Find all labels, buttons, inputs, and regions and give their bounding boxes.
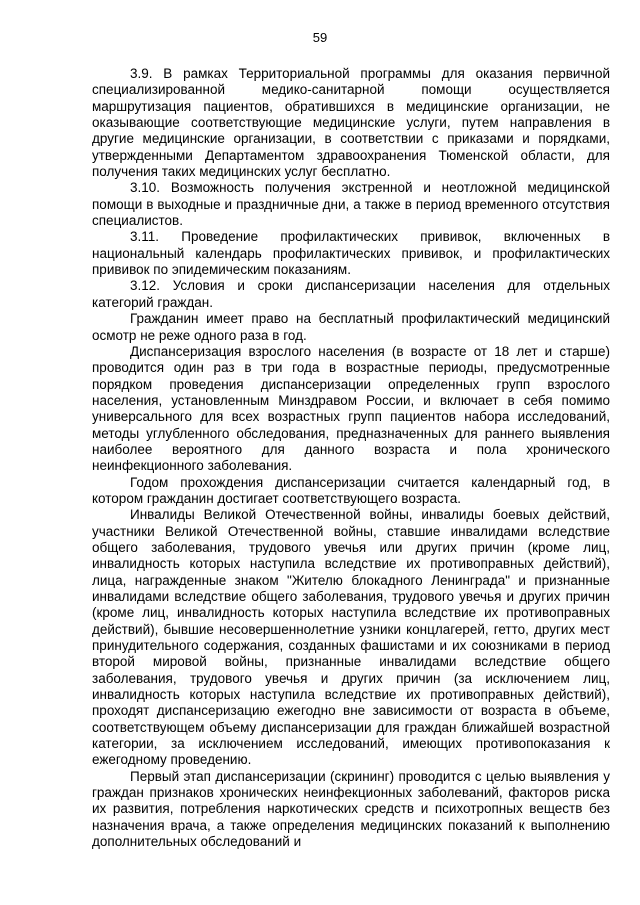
paragraph-first-stage-screening: Первый этап диспансеризации (скрининг) проводится с целью выявления у граждан признаков хронических неинфекционных заболеваний, факторов риска их развития, потребления наркотических средств и психотропных веществ без назначения врача, а также определения медицинских показаний к выполнению дополнительных обследований и (92, 768, 610, 850)
paragraph-3-10: 3.10. Возможность получения экстренной и неотложной медицинской помощи в выходные и праздничные дни, а также в период временного отсутствия специалистов. (92, 180, 610, 229)
paragraph-preventive-exam: Гражданин имеет право на бесплатный профилактический медицинский осмотр не реже одного раза в год. (92, 311, 610, 343)
paragraph-adult-dispensarization: Диспансеризация взрослого населения (в возрасте от 18 лет и старше) проводится один раз в три года в возрастные периоды, предусмотренные порядком проведения диспансеризации определенных групп взрослого населения, установленным Минздравом России, и включает в себя помимо универсального для всех возрастных групп пациентов набора исследований, методы углубленного обследования, предназначенных для раннего выявления наиболее вероятного для данного возраста и пола хронического неинфекционного заболевания. (92, 343, 610, 474)
paragraph-dispensarization-year: Годом прохождения диспансеризации считается календарный год, в котором гражданин достигает соответствующего возраста. (92, 474, 610, 506)
paragraph-3-11: 3.11. Проведение профилактических прививок, включенных в национальный календарь профилактических прививок, и профилактических прививок по эпидемическим показаниям. (92, 229, 610, 278)
paragraph-3-12: 3.12. Условия и сроки диспансеризации населения для отдельных категорий граждан. (92, 278, 610, 310)
document-body (92, 66, 610, 851)
page-number: 59 (312, 30, 328, 45)
paragraph-veterans-annual: Инвалиды Великой Отечественной войны, инвалиды боевых действий, участники Великой Отечественной войны, ставшие инвалидами вследствие общего заболевания, трудового увечья или других причин (кроме лиц, инвалидность которых наступила вследствие их противоправных действий), лица, награжденные знаком "Жителю блокадного Ленинграда" и признанные инвалидами вследствие общего заболевания, трудового увечья и других причин (кроме лиц, инвалидность которых наступила вследствие их противоправных действий), бывшие несовершеннолетние узники концлагерей, гетто, других мест принудительного содержания, созданных фашистами и их союзниками в период второй мировой войны, признанные инвалидами вследствие общего заболевания, трудового увечья и других причин (за исключением лиц, инвалидность которых наступила вследствие их противоправных действий), проходят диспансеризацию ежегодно вне зависимости от возраста в объеме, соответствующем объему диспансеризации для граждан ближайшей возрастной категории, за исключением исследований, имеющих противопоказания к ежегодному проведению. (92, 507, 610, 768)
paragraph-3-9: 3.9. В рамках Территориальной программы для оказания первичной специализированной медико-санитарной помощи осуществляется маршрутизация пациентов, обратившихся в медицинские организации, не оказывающие соответствующие медицинские услуги, путем направления в другие медицинские организации, в соответствии с приказами и порядками, утвержденными Департаментом здравоохранения Тюменской области, для получения таких медицинских услуг бесплатно. (92, 66, 610, 180)
